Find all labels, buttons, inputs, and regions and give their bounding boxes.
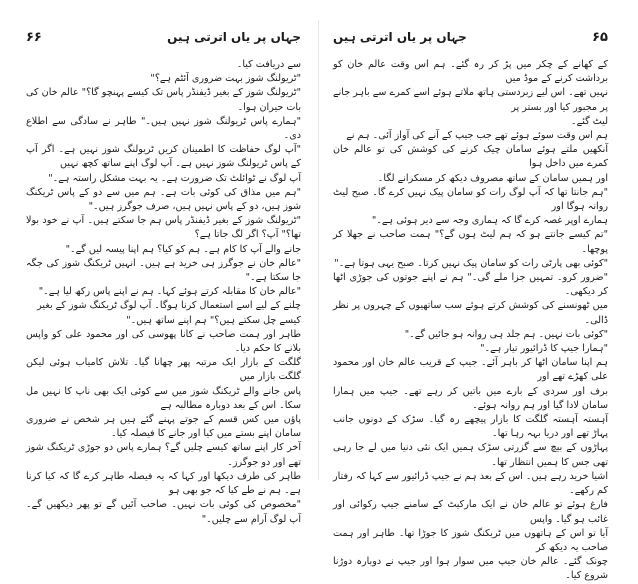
text-line: گلگت کے بازار ایک مرتبہ پھر چھانا گیا۔ تلاش کامیاب ہوئی لیکن گلگت بازار میں bbox=[26, 357, 301, 383]
text-line: ہم اپنا سامان اٹھا کر باہر آئے۔ جیپ کے قریب عالم خان اور محمود علی کھڑے تھے اور bbox=[333, 357, 608, 383]
left-page-header bbox=[26, 30, 301, 52]
text-line: برف اور سردی کے بارے میں باتیں کر رہے تھے۔ جیپ میں ہمارا سامان لادا گیا اور ہم روانہ ہوئے۔ bbox=[333, 385, 608, 411]
right-page-body bbox=[333, 58, 608, 584]
text-line: "آپ لوگ حفاظت کا اطمینان کریں ٹریولنگ شوز نہیں ہے۔ اگر آپ کے پاس ٹریولنگ شوز نہیں ہے۔ آپ لوگ اپنے ساتھ کچھ نہیں bbox=[26, 144, 301, 170]
text-line: چلنے کے لیے اسے استعمال کرنا ہوگا۔ آپ لوگ ٹریکنگ شوز کے بغیر bbox=[37, 300, 301, 312]
right-page bbox=[319, 0, 638, 582]
text-line: جانے والے آپ کا کام ہے۔ ہم کو کیا؟ ہم اپنا پیسہ لیں گے۔" bbox=[65, 243, 301, 255]
text-line: ہم اس وقت سوئے ہوئے تھے جب جیپ کے آنے کی آواز آئی۔ ہم نے bbox=[346, 130, 608, 142]
text-line: میں ٹھونسنے کی کوشش کرتے ہوئے سب ساتھیوں کے چہروں پر نظر ڈالی۔ bbox=[333, 300, 608, 326]
text-line: "ہمارے پاس ٹریولنگ شوز نہیں ہیں۔" طاہر نے سادگی سے اطلاع دی۔ bbox=[26, 115, 301, 142]
text-line: "ہم جانتا تھا کہ آپ لوگ رات کو سامان پیک نہیں کرے گا۔ صبح لیٹ روانہ ہوگا اور bbox=[333, 186, 608, 213]
right-page-header bbox=[333, 30, 608, 52]
text-line: اور ہمیں سامان کے ساتھ مصروف دیکھ کر مسکرانے لگا۔ bbox=[377, 172, 608, 184]
text-line: "عالم خان کا مقابلہ کرتے ہوئے کہا۔ ہم نے اپنے پاس رکھ لیا ہے۔" bbox=[38, 286, 301, 298]
left-page-number: ۶۶ bbox=[26, 30, 42, 45]
text-line: طاہر اور ہمت صاحب نے کانا پھوسی کی اور محمود علی کو واپس بلانے کا حکم دیا۔ bbox=[26, 328, 301, 355]
text-line: پاس جانے والے ٹریکنگ شوز میں سے کوئی ایک بھی ناپ کا نہیں مل سکا۔ اس کے بعد دوبارہ مطالبہ ہے bbox=[26, 385, 301, 411]
left-page-body bbox=[26, 58, 301, 527]
text-line: آیا تو اس کے ہاتھوں میں ٹریکنگ شوز کا جوڑا تھا۔ طاہر اور ہمت صاحب یہ دیکھ کر bbox=[333, 527, 608, 553]
text-line: "تم کیسے جانتے ہو کہ ہم لیٹ ہوں گے؟" ہمت صاحب نے جھلا کر پوچھا۔ bbox=[333, 229, 608, 255]
text-line: "ٹریولنگ شوز کے بغیر ڈیفنڈر پاس ہم جا سکتے ہیں۔ آپ نے خود بولا تھا؟" آپ؟ اگر لگ جاتا ہے؟ bbox=[26, 215, 301, 241]
text-line: کیسے چل سکتے ہیں؟" ہم اپنے ساتھ ہیں۔" bbox=[126, 314, 301, 326]
text-line: کے کھانے کے چکر میں پڑ کر رہ گئے۔ ہم اس وقت عالم خان کو برداشت کرنے کے موڈ میں bbox=[333, 59, 608, 85]
right-page-number: ۶۵ bbox=[592, 30, 608, 45]
text-line: فارغ ہوئے تو عالم خان نے ایک مارکیٹ کے سامنے جیپ رکوائی اور غائب ہو گیا۔ واپس bbox=[333, 499, 608, 525]
text-line: "کوئی بھی پارٹی رات کو سامان پیک نہیں کرتا۔ صبح یہی ہوتا ہے۔" bbox=[334, 257, 608, 269]
text-line: چونک گئے۔ عالم خان جیپ میں سوار ہوا اور جیپ نے دوبارہ دوڑنا شروع کیا۔ bbox=[333, 556, 608, 582]
text-line: اشیا خرید رہے ہیں۔ اس کے بعد ہم نے جیپ ڈرائیور سے کہا کہ رفتار کم رکھے۔ bbox=[333, 470, 608, 497]
text-line: "مخصوص کی کوئی بات نہیں۔ صاحب آئیں گے تو پھر دیکھیں گے۔ آپ لوگ آرام سے چلیں۔" bbox=[26, 499, 301, 525]
text-line: سے دریافت کیا۔ bbox=[236, 59, 301, 70]
text-line: آخر کار اپنے ساتھ کیسے چلیں گے؟ ہمارے پاس دو جوڑی ٹریکنگ شوز تھے اور دو جوگرز۔ bbox=[26, 442, 301, 468]
text-line: "کوئی بات نہیں۔ ہم جلد ہی روانہ ہو جائیں گے۔" bbox=[404, 328, 608, 340]
text-line: "ٹریولنگ شوز بہت ضروری آئٹم ہے؟" bbox=[150, 73, 301, 85]
text-line: آنکھیں ملتے ہوئے سامان چیک کرنے کی کوشش کی تو عالم خان کمرے میں داخل ہوا bbox=[333, 144, 608, 170]
text-line: "عالم خان نے جوگرز ہی خرید ہے ہیں۔ انہیں ٹریکنگ شوز کی جگہ جا سکتا ہے۔" bbox=[26, 257, 301, 284]
text-line: نہیں تھے۔ اس لیے زبردستی ہاتھ ملاتے ہوئے اسے کمرے سے باہر جانے پر مجبور کیا اور بستر پر bbox=[332, 87, 608, 113]
text-line: ہمارے اوپر غصہ کرے گا کہ ہماری وجہ سے دیر ہوئی ہے۔" bbox=[371, 215, 608, 227]
left-running-title: جہاں پر یاں اترتی ہیں bbox=[167, 30, 301, 44]
right-running-title: جہاں پر یاں اترتی ہیں bbox=[333, 30, 467, 44]
text-line: "ٹریولنگ شوز کے بغیر ڈیفنڈر پاس تک کیسے پہنچو گا؟" عالم خان کی بات حیران ہوا۔ bbox=[26, 87, 301, 113]
text-line: لیٹ گئے۔ bbox=[571, 115, 608, 127]
text-line: پاؤں میں کس قسم کے جوتے پہنے گئے ہیں ہر شخص نے ضروری سامان اپنے بستے میں کیا اور جانے کا فیصلہ کیا۔ bbox=[26, 414, 301, 440]
text-line: آپ لوگ نے ٹوائلٹ تک ضرورت ہے۔ یہ بہت مشکل راستہ ہے۔" bbox=[48, 172, 301, 184]
text-line: "ضرور کرو۔ تمہیں جزا ملے گی۔" ہم نے اپنے جوتوں کی جوڑی اٹھا کر دیکھی۔ bbox=[333, 272, 608, 298]
text-line: طاہر کی طرف دیکھا اور کہا کہ یہ فیصلہ طاہر کرے گا کہ کیا کرنا ہے۔ ہم نے طے کیا کہ جو بھی ہو bbox=[26, 470, 301, 497]
text-line: آہستہ آہستہ گلگت کا بازار پیچھے رہ گیا۔ سڑک کے دونوں جانب پہاڑ تھے اور دریا بہہ رہا تھا۔ bbox=[333, 414, 608, 440]
text-line: "ہمارا جیپ کا ڈرائیور تیار ہے۔" bbox=[480, 343, 608, 355]
text-line: "ہم میں مذاق کی کوئی بات ہے۔ ہم میں سے دو کے پاس ٹریکنگ شوز ہیں، دو کے پاس نہیں ہیں، صرف جوگرز ہیں۔" bbox=[26, 186, 301, 213]
text-line: پہاڑوں کے بیچ سے گزرتی سڑک ہمیں ایک نئی دنیا میں لے جا رہی تھی جس کا ہمیں انتظار تھا۔ bbox=[333, 442, 608, 468]
left-page bbox=[0, 0, 319, 525]
